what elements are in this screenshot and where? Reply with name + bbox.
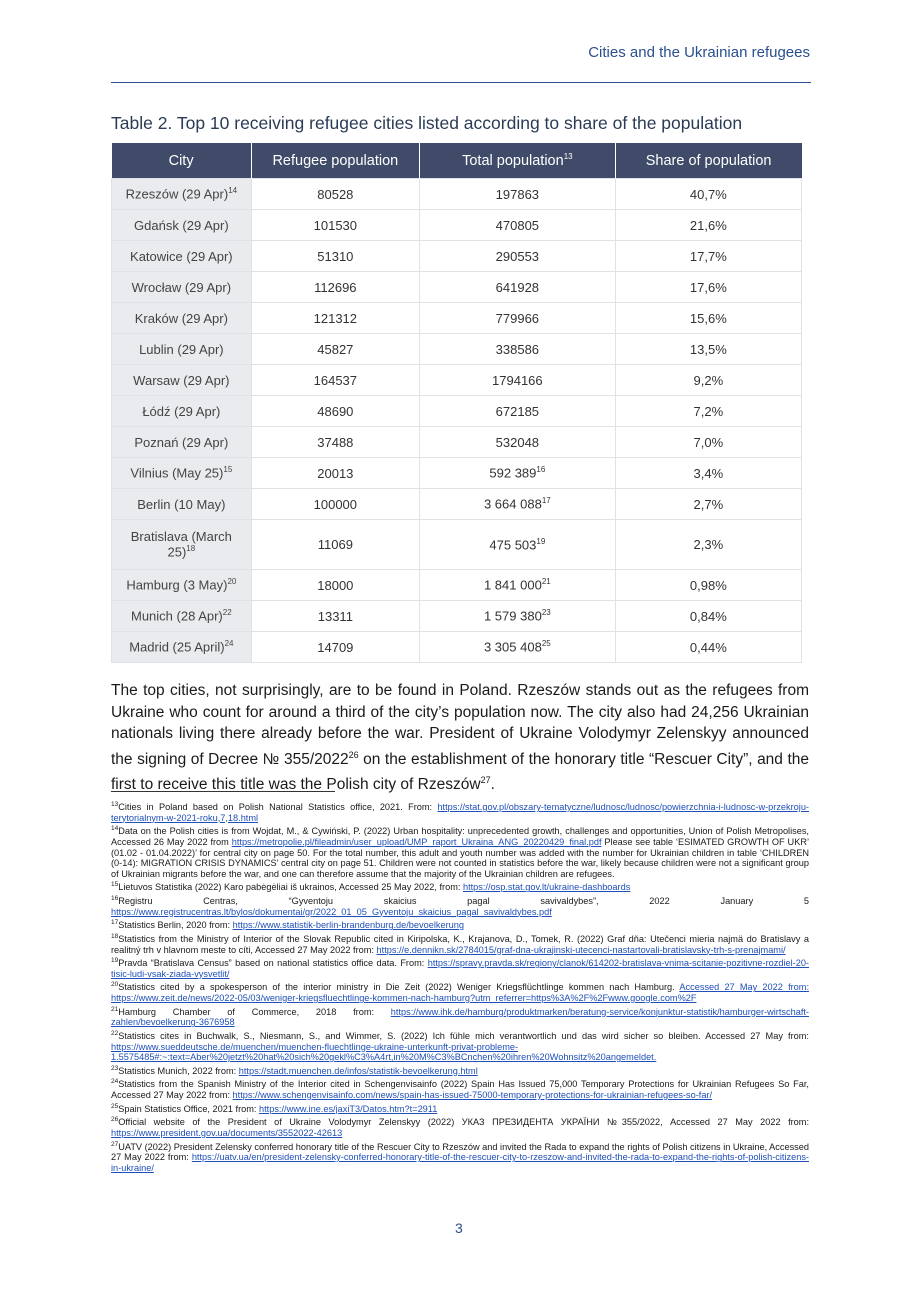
city-cell: Katowice (29 Apr): [112, 241, 252, 272]
column-header-share: Share of population: [615, 143, 801, 179]
total-population-cell: 470805: [419, 210, 615, 241]
refugee-population-cell: 121312: [251, 303, 419, 334]
table-caption: Table 2. Top 10 receiving refugee cities listed according to share of the population: [111, 113, 743, 133]
column-header-refugee-population: Refugee population: [251, 143, 419, 179]
table-row: [112, 396, 802, 427]
footnote-link[interactable]: https://spravy.pravda.sk/regiony/clanok/614202-bratislava-vnima-scitanie-pozitivne-rozdiel-20-tisic-ludi-vsak-ziada-vysvetlit/: [111, 958, 809, 979]
refugee-cities-table: [111, 143, 802, 663]
footnote: $^{24}$Statistics from the Spanish Ministry of the Interior cited in Schengenvisainfo (2022) Spain Has Issued 75,000 Temporary Protections for Ukrainian Refugees So Far, Accessed 27 May 2022 from: https://www.schengenvisainfo.com/news/spain-has-issued-75000-temporary-protections-for-ukrainian-refugees-so-far/: [111, 1078, 809, 1100]
footnote: $^{14}$Data on the Polish cities is from Wojdat, M., & Cywiński, P. (2022) Urban hospitality: unprecedented growth, challenges and opportunities, Union of Polish Metropolises, Accessed 26 May 2022 from https://metropolie.pl/fileadmin/user_upload/UMP_raport_Ukraina_ANG_20220429_final.pdf Please see table ‘ESIMATED GROWTH OF UKR’ (01.02 - 01.04.2022)’ for central city on page 50. For the total number, this adult and youth number was added with the number for Ukrainian children in table ‘CHILDREN (0-14): MIGRATION CRISIS DYNAMICS’ central city on page 51. Children were not counted in statistics before the war, likely because children were not a significant group of Ukrainian migrants before the war, and one can therefore assume that the majority of the Ukrainian children are refugees.: [111, 825, 809, 879]
share-cell: 2,7%: [615, 489, 801, 520]
footnote-ref: 27: [480, 775, 491, 786]
city-cell: Vilnius (May 25)$^{15}$: [112, 458, 252, 489]
footnote-number: 21: [111, 1005, 119, 1013]
table-row: [112, 570, 802, 601]
table-row: [112, 632, 802, 663]
share-cell: 2,3%: [615, 520, 801, 570]
refugee-population-cell: 80528: [251, 179, 419, 210]
total-population-cell: 592 $389^{16}$: [419, 458, 615, 489]
total-population-cell: 779966: [419, 303, 615, 334]
footnote-number: 17: [111, 919, 119, 927]
city-cell: Bratislava (March 25)$^{18}$: [112, 520, 252, 570]
city-cell: Gdańsk (29 Apr): [112, 210, 252, 241]
footnote-ref: 17: [541, 496, 551, 506]
share-cell: 3,4%: [615, 458, 801, 489]
share-cell: 17,7%: [615, 241, 801, 272]
table-row: [112, 303, 802, 334]
table-row: [112, 601, 802, 632]
total-population-cell: 1 841 $000^{21}$: [419, 570, 615, 601]
footnote-link[interactable]: https://www.sueddeutsche.de/muenchen/muenchen-fluechtlinge-ukraine-unterkunft-privat-probleme-1.5575485#:~:text=Aber%20jetzt%20hat%20sich%20gekl%C3%A4rt,in%20M%C3%BCnchen%20ihren%20Wohnsitz%20angemeldet.: [111, 1041, 657, 1063]
table-body: [112, 179, 802, 663]
table-row: [112, 272, 802, 303]
refugee-population-cell: 51310: [251, 241, 419, 272]
refugee-population-cell: 100000: [251, 489, 419, 520]
footnote-number: 13: [111, 801, 119, 808]
footnote-number: 23: [111, 1064, 119, 1072]
refugee-population-cell: 112696: [251, 272, 419, 303]
footnote-ref: 16: [536, 465, 546, 475]
table-row: [112, 210, 802, 241]
footnote: $^{16}$Registru Centras, “Gyventoju skaicius pagal savivaldybes”, 2022 January 5 https://www.registrucentras.lt/bylos/dokumentai/gr/2022_01_05_Gyventoju_skaicius_pagal_savivaldybes.pdf: [111, 894, 809, 917]
column-header-total-population: Total population$^{13}$: [419, 143, 615, 179]
footnote-ref: 24: [224, 639, 234, 649]
table-row: [112, 334, 802, 365]
refugee-population-cell: 48690: [251, 396, 419, 427]
footnote-link[interactable]: https://www.statistik-berlin-brandenburg.de/bevoelkerung: [232, 920, 464, 931]
table-row: [112, 179, 802, 210]
total-population-cell: 1794166: [419, 365, 615, 396]
city-cell: Łódź (29 Apr): [112, 396, 252, 427]
table-row: [112, 427, 802, 458]
footnote-number: 18: [111, 932, 119, 940]
footnote-number: 20: [111, 981, 119, 989]
refugee-population-cell: 20013: [251, 458, 419, 489]
city-cell: Poznań (29 Apr): [112, 427, 252, 458]
footnote-link[interactable]: https://metropolie.pl/fileadmin/user_upload/UMP_raport_Ukraina_ANG_20220429_final.pdf: [231, 836, 602, 847]
footnote: $^{17}$Statistics Berlin, 2020 from: https://www.statistik-berlin-brandenburg.de/bevoelkerung: [111, 919, 464, 931]
city-cell: Madrid (25 April)$^{24}$: [112, 632, 252, 663]
share-cell: 7,0%: [615, 427, 801, 458]
footnote-number: 16: [111, 894, 119, 902]
footnote-link[interactable]: https://e.dennikn.sk/2784015/graf-dna-ukrajinski-utecenci-nastartovali-bratislavsky-trh-s-prenajmami/: [376, 944, 786, 955]
city-cell: Lublin (29 Apr): [112, 334, 252, 365]
body-paragraph: The top cities, not surprisingly, are to be found in Poland. Rzeszów stands out as the refugees from Ukraine who count for around a third of the city’s population now. The city also had 24,256 Ukrainian nationals living there already before the war. President of Ukraine Volodymyr Zelenskyy announced the signing of Decree № 355/2022$^{26}$ on the establishment of the honorary title “Rescuer City”, and the first to receive this title was the Polish city of Rzeszów$^{27}$.: [111, 682, 809, 794]
header-divider: [111, 82, 811, 83]
footnote-number: 15: [111, 881, 119, 889]
footnote: $^{20}$Statistics cited by a spokesperson of the interior ministry in Die Zeit (2022) Weniger Kriegsflüchtlinge kommen nach Hamburg. Accessed 27 May 2022 from: https://www.zeit.de/news/2022-05/03/weniger-kriegsfluechtlinge-kommen-nach-hamburg?utm_referrer=https%3A%2F%2Fwww.google.com%2F: [111, 981, 809, 1003]
table-row: [112, 520, 802, 570]
footnote: $^{22}$Statistics cites in Buchwalk, S., Niesmann, S., and Wimmer, S. (2022) Ich fühle mich verantwortlich und das wird sicher so bleiben. Accessed 27 May from: https://www.sueddeutsche.de/muenchen/muenchen-fluechtlinge-ukraine-unterkunft-privat-probleme-1.5575485#:~:text=Aber%20jetzt%20hat%20sich%20gekl%C3%A4rt,in%20M%C3%BCnchen%20ihren%20Wohnsitz%20angemeldet.: [111, 1029, 809, 1063]
footnote: $^{23}$Statistics Munich, 2022 from: https://stadt.muenchen.de/infos/statistik-bevoelkerung.html: [111, 1064, 478, 1076]
footnote-ref: 22: [222, 608, 232, 618]
footnote-number: 27: [111, 1140, 119, 1148]
table-row: [112, 489, 802, 520]
footnote-ref: 26: [348, 749, 359, 760]
city-cell: Berlin (10 May): [112, 489, 252, 520]
city-cell: Wrocław (29 Apr): [112, 272, 252, 303]
share-cell: 17,6%: [615, 272, 801, 303]
footnote-number: 22: [111, 1029, 119, 1037]
footnote-ref: 23: [541, 608, 551, 618]
footnote-link[interactable]: https://osp.stat.gov.lt/ukraine-dashboards: [462, 882, 631, 893]
table-row: [112, 365, 802, 396]
total-population-cell: 672185: [419, 396, 615, 427]
footnote: $^{18}$Statistics from the Ministry of Interior of the Slovak Republic cited in Kiripolska, K., Krajanova, D., Tomek, R. (2022) Graf dňa: Utečenci mieria najmä do Bratislavy a realitný trh v hlavnom meste to cíti, Accessed 27 May 2022 from: https://e.dennikn.sk/2784015/graf-dna-ukrajinski-utecenci-nastartovali-bratislavsky-trh-s-prenajmami/: [111, 932, 809, 955]
footnote-number: 14: [111, 825, 119, 833]
share-cell: 0,98%: [615, 570, 801, 601]
footnotes-section: [111, 800, 809, 1174]
share-cell: 9,2%: [615, 365, 801, 396]
footnote-ref: 21: [541, 577, 551, 587]
footnote-link[interactable]: https://stadt.muenchen.de/infos/statistik-bevoelkerung.html: [238, 1065, 478, 1076]
share-cell: 0,84%: [615, 601, 801, 632]
footnote: $^{19}$Pravda “Bratislava Census” based on national statistics office data. From: https://spravy.pravda.sk/regiony/clanok/614202-bratislava-vnima-scitanie-pozitivne-rozdiel-20-tisic-ludi-vsak-ziada-vysvetlit/: [111, 957, 809, 979]
column-header-city: City: [112, 143, 252, 179]
refugee-population-cell: 164537: [251, 365, 419, 396]
refugee-population-cell: 11069: [251, 520, 419, 570]
footnote-number: 24: [111, 1078, 119, 1086]
footnote-link[interactable]: https://uatv.ua/en/president-zelensky-conferred-honorary-title-of-the-rescuer-city-to-rzeszow-and-invited-the-rada-to-expand-the-rights-of-polish-citizens-in-ukraine/: [111, 1152, 809, 1173]
share-cell: 21,6%: [615, 210, 801, 241]
footnote-number: 19: [111, 957, 119, 965]
footnote: $^{21}$Hamburg Chamber of Commerce, 2018 from: https://www.ihk.de/hamburg/produktmarken/beratung-service/konjunktur-statistik/hamburger-wirtschaft-zahlen/bevoelkerung-3676958: [111, 1005, 809, 1028]
city-cell: Rzeszów (29 Apr)$^{14}$: [112, 179, 252, 210]
footnote-ref: 13: [563, 152, 573, 162]
running-header: Cities and the Ukrainian refugees: [588, 44, 810, 61]
footnote-link[interactable]: https://www.ihk.de/hamburg/produktmarken/beratung-service/konjunktur-statistik/hamburger-wirtschaft-zahlen/bevoelkerung-3676958: [111, 1006, 809, 1028]
total-population-cell: 641928: [419, 272, 615, 303]
footnote: $^{27}$UATV (2022) President Zelensky conferred honorary title of the Rescuer City to Rzeszów and invited the Rada to expand the rights of Polish citizens in Ukraine, Accessed 27 May 2022 from: https://uatv.ua/en/president-zelensky-conferred-honorary-title-of-the-rescuer-city-to-rzeszow-and-invited-the-rada-to-expand-the-rights-of-polish-citizens-in-ukraine/: [111, 1140, 809, 1173]
footnote-ref: 15: [223, 465, 233, 475]
table-header-row: [112, 143, 802, 179]
table-row: [112, 458, 802, 489]
total-population-cell: 3 664 $088^{17}$: [419, 489, 615, 520]
footnote-link[interactable]: https://stat.gov.pl/obszary-tematyczne/ludnosc/ludnosc/powierzchnia-i-ludnosc-w-przekroju-terytorialnym-w-2021-roku,7,18.html: [111, 802, 809, 823]
footnote-ref: 19: [536, 536, 546, 546]
footnote: $^{13}$Cities in Poland based on Polish National Statistics office, 2021. From: https://stat.gov.pl/obszary-tematyczne/ludnosc/ludnosc/powierzchnia-i-ludnosc-w-przekroju-terytorialnym-w-2021-roku,7,18.html: [111, 801, 809, 823]
footnote-ref: 14: [228, 186, 238, 196]
city-cell: Kraków (29 Apr): [112, 303, 252, 334]
city-cell: Hamburg (3 May)$^{20}$: [112, 570, 252, 601]
footnote-ref: 20: [227, 577, 237, 587]
share-cell: 0,44%: [615, 632, 801, 663]
total-population-cell: 475 $503^{19}$: [419, 520, 615, 570]
share-cell: 7,2%: [615, 396, 801, 427]
page-number: 3: [455, 1220, 463, 1236]
refugee-population-cell: 18000: [251, 570, 419, 601]
footnote: $^{25}$Spain Statistics Office, 2021 from: https://www.ine.es/jaxiT3/Datos.htm?t=2911: [111, 1102, 438, 1114]
total-population-cell: 532048: [419, 427, 615, 458]
footnote-ref: 18: [186, 544, 196, 554]
total-population-cell: 338586: [419, 334, 615, 365]
total-population-cell: 290553: [419, 241, 615, 272]
share-cell: 40,7%: [615, 179, 801, 210]
refugee-population-cell: 101530: [251, 210, 419, 241]
footnote-link[interactable]: https://www.president.gov.ua/documents/3552022-42613: [111, 1127, 343, 1138]
total-population-cell: 3 305 $408^{25}$: [419, 632, 615, 663]
footnote: $^{15}$Lietuvos Statistika (2022) Karo pabėgėliai iš ukrainos, Accessed 25 May 2022, from: https://osp.stat.gov.lt/ukraine-dashboards: [111, 881, 631, 893]
footnote: $^{26}$Official website of the President of Ukraine Volodymyr Zelenskyy (2022) УКАЗ ПРЕЗИДЕНТА УКРАЇНИ №355/2022, Accessed 27 May 2022 from: https://www.president.gov.ua/documents/3552022-42613: [111, 1116, 809, 1138]
footnote-number: 26: [111, 1116, 119, 1124]
refugee-population-cell: 45827: [251, 334, 419, 365]
footnote-number: 25: [111, 1102, 119, 1110]
refugee-population-cell: 14709: [251, 632, 419, 663]
refugee-population-cell: 37488: [251, 427, 419, 458]
share-cell: 15,6%: [615, 303, 801, 334]
city-cell: Warsaw (29 Apr): [112, 365, 252, 396]
footnote-ref: 25: [541, 639, 551, 649]
city-cell: Munich (28 Apr)$^{22}$: [112, 601, 252, 632]
share-cell: 13,5%: [615, 334, 801, 365]
total-population-cell: 1 579 $380^{23}$: [419, 601, 615, 632]
total-population-cell: 197863: [419, 179, 615, 210]
refugee-population-cell: 13311: [251, 601, 419, 632]
footnote-link[interactable]: https://www.schengenvisainfo.com/news/spain-has-issued-75000-temporary-protections-for-ukrainian-refugees-so-far/: [232, 1090, 713, 1100]
table-row: [112, 241, 802, 272]
footnote-link[interactable]: https://www.ine.es/jaxiT3/Datos.htm?t=2911: [259, 1103, 438, 1114]
footnote-link[interactable]: Accessed 27 May 2022 from: https://www.zeit.de/news/2022-05/03/weniger-kriegsfluechtlinge-kommen-nach-hamburg?utm_referrer=https%3A%2F%2Fwww.google.com%2F: [111, 982, 809, 1003]
footnote-link[interactable]: https://www.registrucentras.lt/bylos/dokumentai/gr/2022_01_05_Gyventoju_skaicius_pagal_savivaldybes.pdf: [111, 906, 552, 917]
footnote-separator: [111, 791, 335, 792]
